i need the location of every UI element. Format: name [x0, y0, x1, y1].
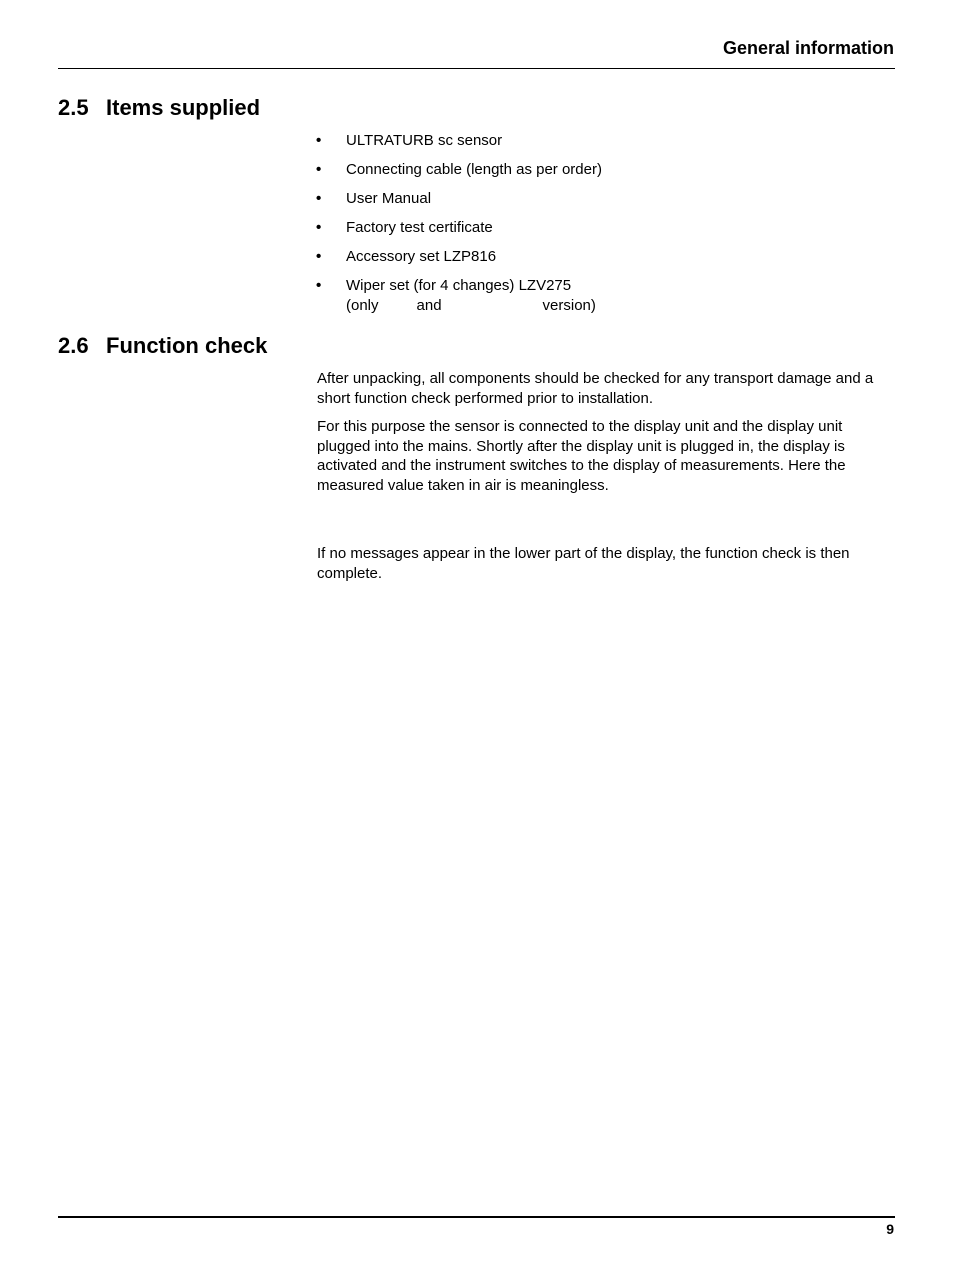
bullet: • [316, 190, 322, 207]
wiper-note-only: (only [346, 296, 379, 314]
section-number: 2.5 [58, 95, 89, 120]
footer-rule [58, 1216, 895, 1218]
paragraph-connection: For this purpose the sensor is connected to the display unit and the display unit plugged into the mains. Shortly after the display unit is plugged in, the display is activated and the instrument switches to the display of measurements. Here the measured value taken in air is meaningless. [317, 418, 846, 494]
section-heading-function-check [58, 333, 267, 359]
bullet: • [316, 132, 322, 149]
list-item [316, 131, 602, 151]
bullet: • [316, 248, 322, 265]
list-item-text: ULTRATURB sc sensor [346, 132, 503, 149]
section-heading-items-supplied [58, 95, 260, 121]
bullet: • [316, 277, 322, 294]
wiper-note-version: version) [542, 296, 596, 314]
header-rule [58, 68, 895, 69]
running-header-title: General information [722, 38, 894, 58]
list-item [316, 189, 602, 209]
paragraph-unpacking: After unpacking, all components should be checked for any transport damage and a short function check performed prior to installation. [317, 370, 874, 407]
section-number: 2.6 [58, 333, 89, 358]
list-item [316, 160, 602, 180]
items-supplied-list [316, 131, 602, 325]
list-item-text: Wiper set (for 4 changes) LZV275 [346, 277, 572, 294]
list-item-text: Factory test certificate [346, 219, 493, 236]
bullet: • [316, 161, 322, 178]
paragraph-completion: If no messages appear in the lower part of the display, the function check is then complete. [317, 545, 850, 582]
list-item-text: Accessory set LZP816 [346, 248, 497, 265]
bullet: • [316, 219, 322, 236]
section-title: Function check [106, 333, 268, 358]
page-number: 9 [886, 1221, 894, 1237]
list-item [316, 247, 602, 267]
list-item [316, 218, 602, 238]
list-item-text: Connecting cable (length as per order) [346, 161, 602, 178]
section-title: Items supplied [106, 95, 261, 120]
wiper-note-and: and [416, 296, 442, 314]
list-item-text: User Manual [346, 190, 432, 207]
list-item [316, 276, 602, 315]
